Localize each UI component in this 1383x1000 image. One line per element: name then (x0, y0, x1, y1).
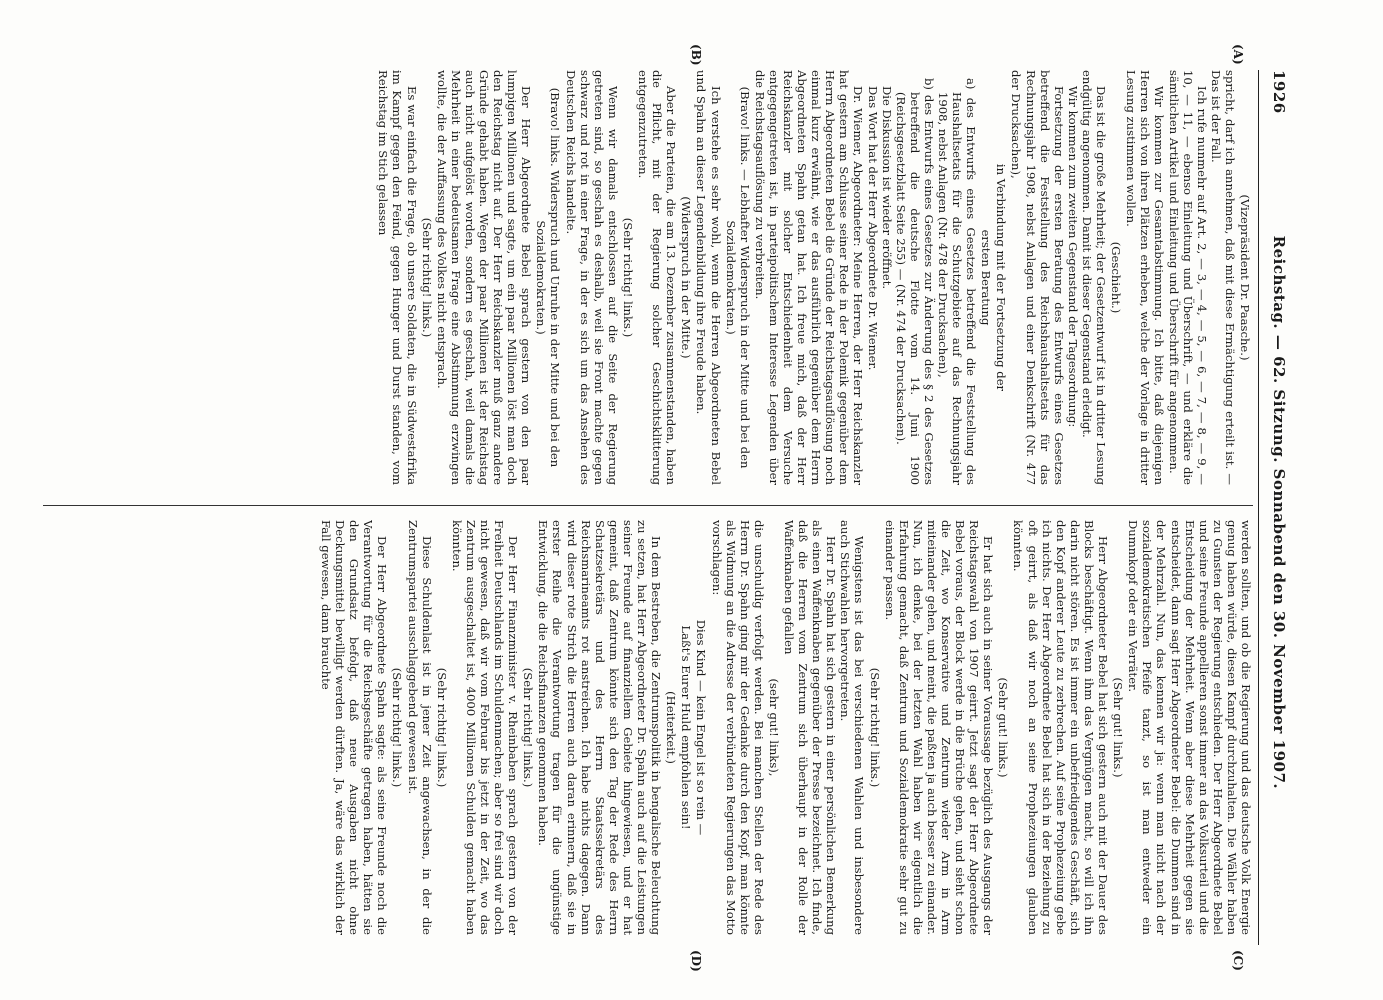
right-column (43, 520, 1253, 935)
interjection: Dies Kind — kein Engel ist so rein — (694, 619, 709, 836)
interjection: (Sehr richtig! links.) (521, 667, 536, 788)
interjection: in Verbindung mit der Fortsetzung der (994, 163, 1009, 392)
interjection: (Sehr richtig! links.) (867, 667, 882, 788)
paragraph: die unschuldig verfolgt werden. Bei manchen Stellen der Rede des Herrn Dr. Spahn ging mir der Gedanke durch den Kopf, man könnte als Widmung an die Adresse der verbündeten Regierungen das Motto vorschlagen: (709, 520, 766, 935)
interjection: (sehr gut! links), (766, 678, 781, 777)
interjection: Laßt's Eurer Huld empfohlen sein! (679, 625, 694, 830)
interjection: (Sehr richtig! links.) (419, 217, 434, 338)
paragraph: werden sollten, und ob die Regierung und das deutsche Volk Energie genug haben würde, diesen Kampf durchzuhalten. Die Wähler haben zu Gunsten der Regierung entschieden. Der Herr Abgeordnete Bebel und seine Freunde appellieren sonst immer an das Volksurteil und die Entscheidung der Mehrheit. Wenn aber diese Mehrheit gegen sie entscheidet, dann sagt Herr Abgeordneter Bebel: die Dummen sind in der Mehrzahl. Nun, das kennen wir ja: wenn man nicht nach der sozialdemokratischen Pfeife tanzt, so ist man entweder ein Dummkopf oder ein Verräter. (1126, 520, 1253, 935)
interjection: (Heiterkeit.) (664, 691, 679, 764)
interjection: ersten Beratung (979, 229, 994, 326)
left-column (43, 70, 1253, 485)
page-number: 1926 (1270, 70, 1288, 114)
paragraph: Die Diskussion ist wieder eröffnet. (879, 86, 894, 290)
paragraph: Herr Abgeordneter Bebel hat sich gestern auch mit der Dauer des Blocks beschäftigt. Wenn ihm das Vergnügen macht, so will ich ihn darin nicht stören. Es ist immer ein unbefriedigendes Geschäft, sich den Kopf anderer Leute zu zerbrechen. Auf seine Prophezeiung gebe ich nichts. Der Herr Abgeordnete Bebel hat sich in der Beziehung zu oft geirrt, als daß wir noch an seine Prophezeiungen glauben könnten. (1011, 520, 1111, 935)
interjection: (Vizepräsident Dr. Paasche.) (1238, 194, 1252, 361)
margin-letter-d: (D) (689, 950, 703, 972)
margin-letter-b: (B) (689, 44, 703, 66)
paragraph: Ich rufe nunmehr auf Art. 2, — 3, — 4, — 5, — 6, — 7, — 8, — 9, — 10, — 11, — ebenso Einleitung und Überschrift, — und erkläre die sämtlichen Artikel und Einleitung und Überschrift für angenommen. (1166, 70, 1209, 485)
paragraph: Ich verstehe es sehr wohl, wenn die Herren Abgeordneten Bebel und Spahn an dieser Legendenbildung ihre Freude haben. (694, 70, 723, 485)
paragraph: Es war einfach die Frage, ob unsere Soldaten, die in Südwestafrika im Kampf gegen den Feind, gegen Hunger und Durst standen, vom Reichstag im Stich gelassen (376, 70, 419, 485)
interjection: (Sehr richtig! links.) (434, 667, 449, 788)
page-header (1262, 70, 1288, 945)
paragraph: Aber die Parteien, die am 13. Dezember zusammenstanden, haben die Pflicht, mit der Regierung solcher Geschichtsklitterung entgegenzutreten. (636, 70, 679, 485)
paragraph: Der Herr Finanzminister v. Rheinbaben sprach gestern von der Freiheit Deutschlands im Schuldenmachen; aber so frei sind wir doch nicht gewesen, daß wir vom Februar bis jetzt in der Zeit, wo das Zentrum ausgeschaltet ist, 4000 Millionen Schulden gemacht haben könnten. (449, 520, 521, 935)
interjection: (Widerspruch in der Mitte.) (679, 196, 694, 359)
margin-letter-c: (C) (1231, 950, 1245, 971)
paragraph: Dr. Wiemer, Abgeordneter: Meine Herren, der Herr Reichskanzler hat gestern am Schlusse seiner Rede in der Polemik gegenüber dem Herrn Abgeordneten Bebel die Gründe der Reichstagsauflösung noch einmal kurz erwähnt, wie er das ausführlich gegenüber dem Herrn Abgeordneten Spahn getan hat. Ich freue mich, daß der Herr Reichskanzler mit solcher Entschiedenheit dem Versuche entgegengetreten ist, in parteipolitischem Interesse Legenden über die Reichstagsauflösung zu verbreiten. (752, 70, 866, 485)
paragraph: Der Herr Abgeordnete Spahn sagte: als seine Freunde noch die Verantwortung für die Reichsgeschäfte getragen haben, hätten sie den Grundsatz befolgt, daß neue Ausgaben nicht ohne Deckungsmittel bewilligt werden dürften. Ja, wäre das wirklich der Fall gewesen, dann brauchte (319, 520, 390, 935)
paragraph: Fortsetzung der ersten Beratung des Entwurfs eines Gesetzes betreffend die Feststellung des Reichshaushaltsetats für das Rechnungsjahr 1908, nebst Anlagen und einer Denkschrift (Nr. 477 der Drucksachen), (1009, 70, 1066, 485)
paragraph: Der Herr Abgeordnete Bebel sprach gestern von den paar lumpigen Millionen und sagte, um ein paar Millionen löst man doch den Reichstag nicht auf. Der Herr Reichskanzler muß ganz andere Gründe gehabt haben. Wegen der paar Millionen ist der Reichstag auch nicht aufgelöst worden, sondern es geschah, weil damals die Mehrheit in einer bedeutsamen Frage eine Abstimmung erzwingen wollte, die der Auffassung des Volkes nicht entsprach. (434, 70, 534, 485)
paragraph: Er hat sich auch in seiner Voraussage bezüglich des Ausgangs der Reichstagswahl von 1907 geirrt. Jetzt sagt der Herr Abgeordnete Bebel voraus, der Block werde in die Brüche gehen, und sieht schon die Zeit, wo Konservative und Zentrum wieder Arm in Arm miteinander gehen, und meint, die paßten ja auch besser zu einander. Nun, ich denke, bei der letzten Wahl haben wir eigentlich die Erfahrung gemacht, daß Zentrum und Sozialdemokratie sehr gut zu einander passen. (882, 520, 996, 935)
interjection: (Geschieht.) (1109, 241, 1124, 314)
paragraph: Das Wort hat der Herr Abgeordnete Dr. Wiemer. (865, 86, 880, 371)
page-title: Reichstag. — 62. Sitzung. Sonnabend den 30. November 1907. (1270, 235, 1288, 790)
interjection: (Bravo! links. — Lebhafter Widerspruch in der Mitte und bei den Sozialdemokraten.) (723, 86, 752, 469)
paragraph: Wir kommen zur Gesamtabstimmung. Ich bitte, daß diejenigen Herren sich von ihren Plätzen erheben, welche der Vorlage in dritter Lesung zustimmen wollen. (1124, 70, 1167, 485)
paragraph: Herr Dr. Spahn hat sich gestern in einer persönlichen Bemerkung als einen Waffenknaben gegenüber der Presse bezeichnet. Ich finde, daß die Herren vom Zentrum sich überhaupt in der Rolle der Waffenknaben gefallen (782, 520, 839, 935)
paragraph: spricht, darf ich annehmen, daß mit diese Ermächtigung erteilt ist. — Das ist der Fall. (1208, 70, 1237, 485)
interjection: (Sehr richtig! links.) (390, 667, 405, 788)
paragraph: Das ist die große Mehrheit; der Gesetzentwurf ist in dritter Lesung endgültig angenommen. Damit ist dieser Gegenstand erledigt. (1079, 70, 1109, 485)
margin-letter-a: (A) (1231, 44, 1245, 65)
interjection: (Sehr richtig! links.) (620, 217, 635, 338)
paragraph: a) des Entwurfs eines Gesetzes betreffend die Feststellung des Haushaltsetats für die Schutzgebiete auf das Rechnungsjahr 1908, nebst Anlagen (Nr. 478 der Drucksachen), (936, 78, 979, 485)
header-rule (1258, 70, 1259, 945)
paragraph: In dem Bestreben, die Zentrumspolitik in bengalische Beleuchtung zu setzen, hat Herr Abgeordneter Dr. Spahn auch auf die Leistungen seiner Freunde auf finanziellem Gebiete hingewiesen, und er hat gemeint, daß Zentrum könnte sich den Tag der Rede des Herrn Schatzsekretärs und des Herrn Staatssekretärs des Reichsmarineamts rot anstreichen. Ich habe nichts dagegen. Dann wird dieser rote Strich die Herren auch daran erinnern, daß sie in erster Reihe die Verantwortung tragen für die ungünstige Entwicklung, die die Reichsfinanzen genommen haben. (536, 520, 664, 935)
paragraph: b) des Entwurfs eines Gesetzes zur Änderung des § 2 des Gesetzes betreffend die deutsche Flotte vom 14. Juni 1900 (Reichsgesetzblatt Seite 255) — (Nr. 474 der Drucksachen). (893, 78, 936, 485)
interjection: (Sehr gut! links.) (1111, 677, 1126, 778)
interjection: (Bravo! links. Widerspruch und Unruhe in der Mitte und bei den Sozialdemokraten.) (534, 87, 563, 468)
paragraph: Diese Schuldenlast ist in jener Zeit angewachsen, in der die Zentrumspartei ausschlaggebend gewesen ist. (405, 520, 434, 935)
column-divider (43, 505, 1253, 506)
paragraph: Wenigstens ist das bei verschiedenen Wahlen und insbesondere auch Stichwahlen hervorgetreten. (838, 520, 867, 935)
paragraph: Wir kommen zum zweiten Gegenstand der Tagesordnung: (1065, 86, 1080, 428)
interjection: (Sehr gut! links.) (996, 677, 1011, 778)
paragraph: Wenn wir damals entschlossen auf die Seite der Regierung getreten sind, so geschah es deshalb, weil sie Front machte gegen schwarz und rot in einer Frage, in der es sich um das Ansehen des Deutschen Reichs handelte. (563, 70, 620, 485)
